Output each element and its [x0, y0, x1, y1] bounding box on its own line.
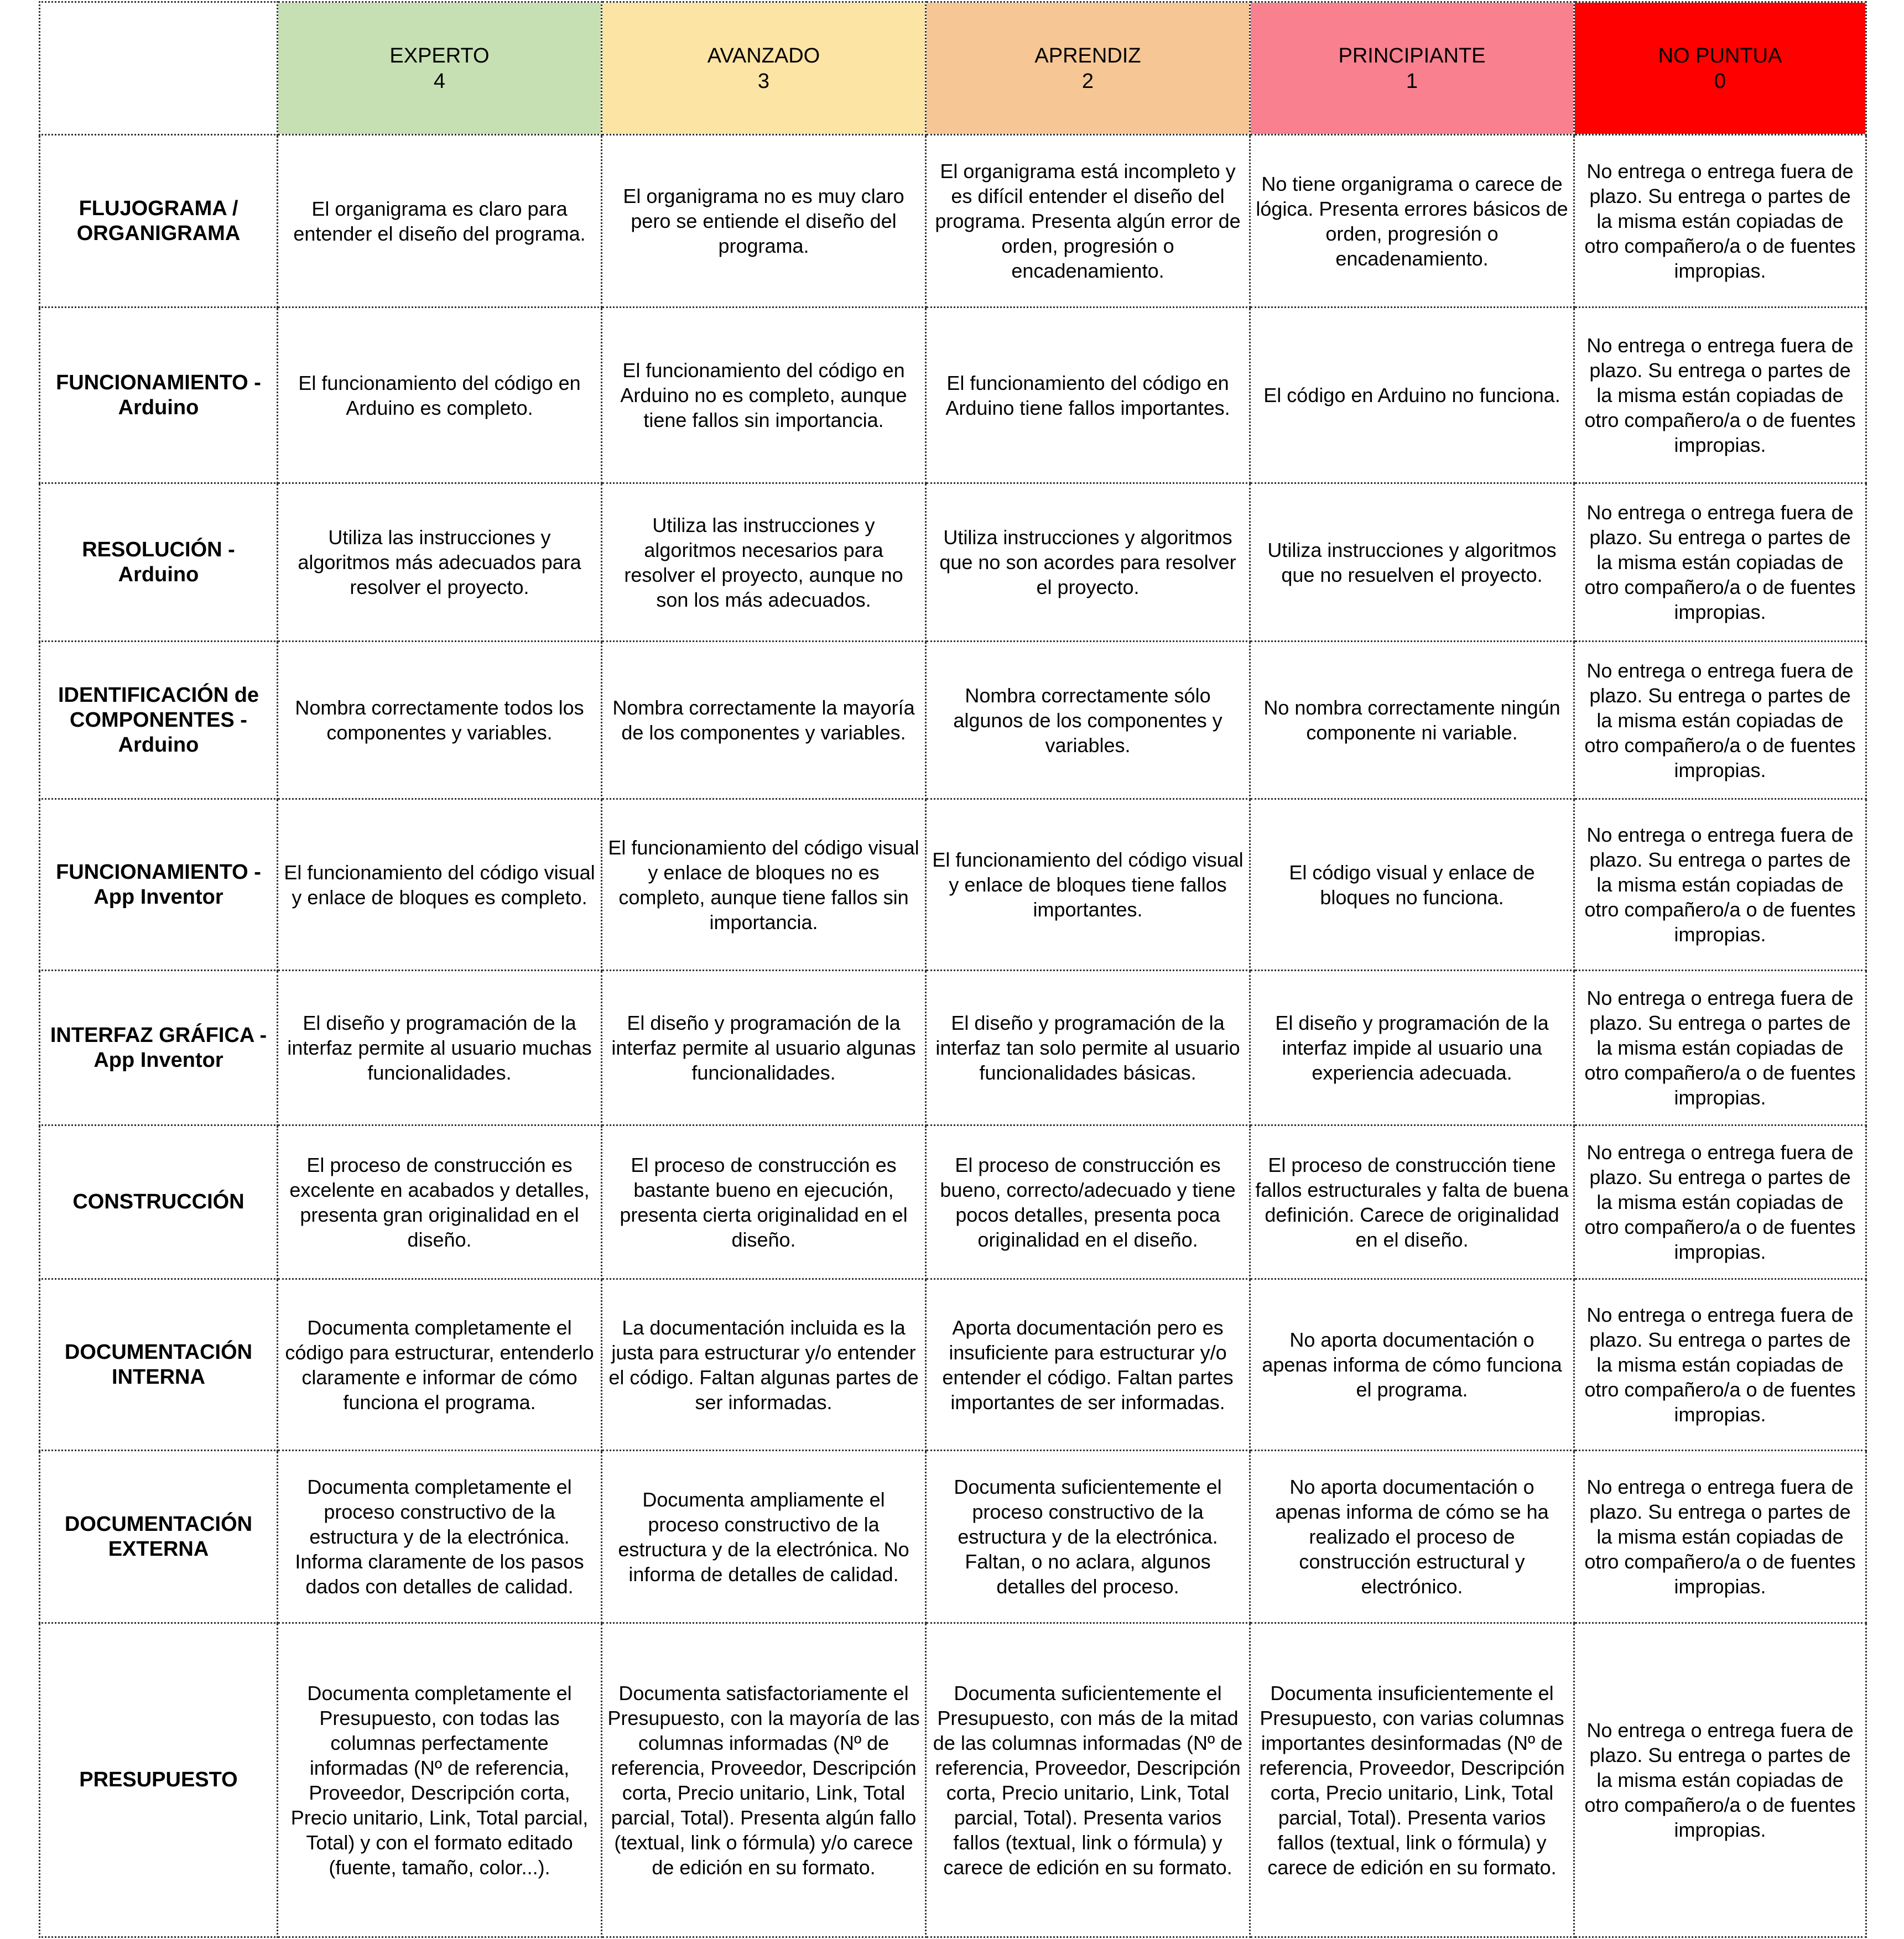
- rubric-cell: No tiene organigrama o carece de lógica. Presenta errores básicos de orden, progresión o encadenamiento.: [1250, 135, 1574, 307]
- rubric-cell: Utiliza instrucciones y algoritmos que no resuelven el proyecto.: [1250, 483, 1574, 642]
- level-header-principiante: [1250, 2, 1574, 135]
- rubric-cell: El código visual y enlace de bloques no funciona.: [1250, 799, 1574, 971]
- criterion-label: FUNCIONAMIENTO - App Inventor: [40, 799, 278, 971]
- rubric-row-funcionamiento-arduino: [40, 307, 1866, 483]
- rubric-cell: El proceso de construcción tiene fallos estructurales y falta de buena definición. Carece de originalidad en el diseño.: [1250, 1125, 1574, 1279]
- rubric-cell: No aporta documentación o apenas informa de cómo se ha realizado el proceso de construcción estructural y electrónico.: [1250, 1451, 1574, 1623]
- rubric-row-presupuesto: [40, 1623, 1866, 1937]
- rubric-cell: El funcionamiento del código en Arduino no es completo, aunque tiene fallos sin importancia.: [602, 307, 926, 483]
- rubric-cell: Documenta completamente el código para estructurar, entenderlo claramente e informar de cómo funciona el programa.: [278, 1279, 602, 1451]
- rubric-cell: El proceso de construcción es bueno, correcto/adecuado y tiene pocos detalles, presenta poca originalidad en el diseño.: [926, 1125, 1250, 1279]
- rubric-cell: No entrega o entrega fuera de plazo. Su entrega o partes de la misma están copiadas de otro compañero/a o de fuentes impropias.: [1574, 1125, 1866, 1279]
- rubric-cell: El código en Arduino no funciona.: [1250, 307, 1574, 483]
- rubric-cell: Nombra correctamente todos los componentes y variables.: [278, 642, 602, 799]
- level-header-experto: [278, 2, 602, 135]
- level-name: AVANZADO: [707, 44, 820, 67]
- rubric-row-identificacion-componentes: [40, 642, 1866, 799]
- rubric-cell: El proceso de construcción es excelente en acabados y detalles, presenta gran originalidad en el diseño.: [278, 1125, 602, 1279]
- criterion-label: CONSTRUCCIÓN: [40, 1125, 278, 1279]
- rubric-cell: Documenta satisfactoriamente el Presupuesto, con la mayoría de las columnas informadas (Nº de referencia, Proveedor, Descripción corta, Precio unitario, Link, Total parcial, Total). Presenta algún fallo (textual, link o fórmula) y/o carece de edición en su formato.: [602, 1623, 926, 1937]
- rubric-cell: No entrega o entrega fuera de plazo. Su entrega o partes de la misma están copiadas de otro compañero/a o de fuentes impropias.: [1574, 1623, 1866, 1937]
- rubric-row-flujograma: [40, 135, 1866, 307]
- level-name: PRINCIPIANTE: [1338, 44, 1486, 67]
- level-header-avanzado: [602, 2, 926, 135]
- rubric-cell: La documentación incluida es la justa para estructurar y/o entender el código. Faltan algunas partes de ser informadas.: [602, 1279, 926, 1451]
- rubric-cell: El diseño y programación de la interfaz permite al usuario algunas funcionalidades.: [602, 971, 926, 1125]
- rubric-cell: Utiliza las instrucciones y algoritmos más adecuados para resolver el proyecto.: [278, 483, 602, 642]
- criterion-label: DOCUMENTACIÓN INTERNA: [40, 1279, 278, 1451]
- header-row: [40, 2, 1866, 135]
- rubric-row-construccion: [40, 1125, 1866, 1279]
- rubric-cell: El funcionamiento del código visual y enlace de bloques no es completo, aunque tiene fallos sin importancia.: [602, 799, 926, 971]
- rubric-cell: No entrega o entrega fuera de plazo. Su entrega o partes de la misma están copiadas de otro compañero/a o de fuentes impropias.: [1574, 1279, 1866, 1451]
- criterion-label: RESOLUCIÓN - Arduino: [40, 483, 278, 642]
- rubric-cell: Aporta documentación pero es insuficiente para estructurar y/o entender el código. Faltan partes importantes de ser informadas.: [926, 1279, 1250, 1451]
- rubric-cell: El funcionamiento del código en Arduino tiene fallos importantes.: [926, 307, 1250, 483]
- rubric-cell: No entrega o entrega fuera de plazo. Su entrega o partes de la misma están copiadas de otro compañero/a o de fuentes impropias.: [1574, 1451, 1866, 1623]
- rubric-table: [39, 1, 1867, 1938]
- rubric-row-documentacion-interna: [40, 1279, 1866, 1451]
- criterion-label: IDENTIFICACIÓN de COMPONENTES - Arduino: [40, 642, 278, 799]
- rubric-row-documentacion-externa: [40, 1451, 1866, 1623]
- rubric-cell: No entrega o entrega fuera de plazo. Su entrega o partes de la misma están copiadas de otro compañero/a o de fuentes impropias.: [1574, 799, 1866, 971]
- level-score: 0: [1714, 69, 1726, 93]
- rubric-cell: No entrega o entrega fuera de plazo. Su entrega o partes de la misma están copiadas de otro compañero/a o de fuentes impropias.: [1574, 642, 1866, 799]
- rubric-cell: El funcionamiento del código en Arduino es completo.: [278, 307, 602, 483]
- rubric-cell: Utiliza las instrucciones y algoritmos necesarios para resolver el proyecto, aunque no son los más adecuados.: [602, 483, 926, 642]
- criterion-label: INTERFAZ GRÁFICA - App Inventor: [40, 971, 278, 1125]
- rubric-cell: No aporta documentación o apenas informa de cómo funciona el programa.: [1250, 1279, 1574, 1451]
- rubric-cell: Documenta ampliamente el proceso constructivo de la estructura y de la electrónica. No informa de detalles de calidad.: [602, 1451, 926, 1623]
- rubric-cell: El funcionamiento del código visual y enlace de bloques es completo.: [278, 799, 602, 971]
- rubric-cell: El diseño y programación de la interfaz tan solo permite al usuario funcionalidades básicas.: [926, 971, 1250, 1125]
- level-header-no-puntua: [1574, 2, 1866, 135]
- rubric-cell: Documenta completamente el proceso constructivo de la estructura y de la electrónica. Informa claramente de los pasos dados con detalles de calidad.: [278, 1451, 602, 1623]
- level-score: 2: [1081, 69, 1094, 93]
- rubric-cell: Documenta suficientemente el proceso constructivo de la estructura y de la electrónica. Faltan, o no aclara, algunos detalles del proceso.: [926, 1451, 1250, 1623]
- rubric-cell: Nombra correctamente sólo algunos de los componentes y variables.: [926, 642, 1250, 799]
- rubric-cell: El organigrama es claro para entender el diseño del programa.: [278, 135, 602, 307]
- rubric-row-funcionamiento-app-inventor: [40, 799, 1866, 971]
- level-name: EXPERTO: [389, 44, 490, 67]
- rubric-cell: El organigrama está incompleto y es difícil entender el diseño del programa. Presenta algún error de orden, progresión o encadenamiento.: [926, 135, 1250, 307]
- criterion-label: DOCUMENTACIÓN EXTERNA: [40, 1451, 278, 1623]
- level-header-aprendiz: [926, 2, 1250, 135]
- rubric-row-interfaz-grafica: [40, 971, 1866, 1125]
- rubric-cell: Documenta suficientemente el Presupuesto, con más de la mitad de las columnas informadas (Nº de referencia, Proveedor, Descripción corta, Precio unitario, Link, Total parcial, Total). Presenta varios fallos (textual, link o fórmula) y carece de edición en su formato.: [926, 1623, 1250, 1937]
- level-score: 4: [433, 69, 446, 93]
- corner-cell: [40, 2, 278, 135]
- rubric-cell: No entrega o entrega fuera de plazo. Su entrega o partes de la misma están copiadas de otro compañero/a o de fuentes impropias.: [1574, 483, 1866, 642]
- level-name: APRENDIZ: [1034, 44, 1141, 67]
- rubric-cell: Documenta insuficientemente el Presupuesto, con varias columnas importantes desinformadas (Nº de referencia, Proveedor, Descripción corta, Precio unitario, Link, Total parcial, Total). Presenta varios fallos (textual, link o fórmula) y carece de edición en su formato.: [1250, 1623, 1574, 1937]
- level-score: 3: [757, 69, 770, 93]
- rubric-cell: Nombra correctamente la mayoría de los componentes y variables.: [602, 642, 926, 799]
- rubric-cell: No entrega o entrega fuera de plazo. Su entrega o partes de la misma están copiadas de otro compañero/a o de fuentes impropias.: [1574, 971, 1866, 1125]
- rubric-cell: El proceso de construcción es bastante bueno en ejecución, presenta cierta originalidad en el diseño.: [602, 1125, 926, 1279]
- rubric-cell: El diseño y programación de la interfaz permite al usuario muchas funcionalidades.: [278, 971, 602, 1125]
- rubric-row-resolucion-arduino: [40, 483, 1866, 642]
- rubric-cell: Documenta completamente el Presupuesto, con todas las columnas perfectamente informadas (Nº de referencia, Proveedor, Descripción corta, Precio unitario, Link, Total parcial, Total) y con el formato editado (fuente, tamaño, color...).: [278, 1623, 602, 1937]
- level-name: NO PUNTUA: [1658, 44, 1782, 67]
- rubric-cell: El diseño y programación de la interfaz impide al usuario una experiencia adecuada.: [1250, 971, 1574, 1125]
- criterion-label: FUNCIONAMIENTO - Arduino: [40, 307, 278, 483]
- criterion-label: PRESUPUESTO: [40, 1623, 278, 1937]
- rubric-cell: No entrega o entrega fuera de plazo. Su entrega o partes de la misma están copiadas de otro compañero/a o de fuentes impropias.: [1574, 135, 1866, 307]
- rubric-cell: El organigrama no es muy claro pero se entiende el diseño del programa.: [602, 135, 926, 307]
- rubric-cell: No nombra correctamente ningún componente ni variable.: [1250, 642, 1574, 799]
- level-score: 1: [1406, 69, 1418, 93]
- criterion-label: FLUJOGRAMA / ORGANIGRAMA: [40, 135, 278, 307]
- rubric-cell: El funcionamiento del código visual y enlace de bloques tiene fallos importantes.: [926, 799, 1250, 971]
- rubric-cell: No entrega o entrega fuera de plazo. Su entrega o partes de la misma están copiadas de otro compañero/a o de fuentes impropias.: [1574, 307, 1866, 483]
- rubric-cell: Utiliza instrucciones y algoritmos que no son acordes para resolver el proyecto.: [926, 483, 1250, 642]
